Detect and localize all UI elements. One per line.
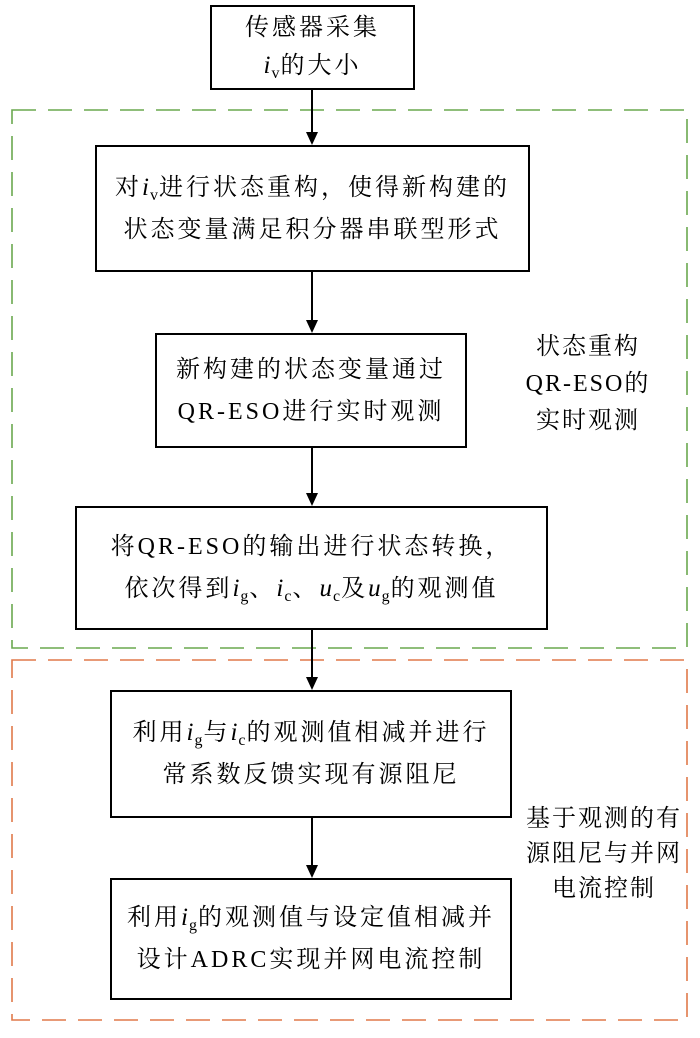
variable-subscript: g bbox=[240, 588, 250, 605]
group-label-line: QR-ESO的 bbox=[525, 371, 651, 397]
variable-subscript: g bbox=[188, 917, 198, 934]
step2-line2 bbox=[124, 209, 502, 251]
variable-symbol: i bbox=[263, 52, 272, 79]
step1-line1 bbox=[245, 10, 380, 47]
variable-symbol: i bbox=[232, 575, 241, 602]
variable-symbol: i bbox=[142, 173, 150, 201]
group-label-line: 源阻尼与并网 bbox=[526, 841, 682, 867]
text-segment: 、 bbox=[249, 576, 277, 602]
text-segment: 状态变量满足积分器串联型形式 bbox=[123, 216, 502, 243]
text-segment: 与 bbox=[203, 720, 231, 746]
arrow-step2-to-step3 bbox=[306, 272, 318, 333]
variable-subscript: v bbox=[271, 65, 281, 82]
group-label-line: 状态重构 bbox=[536, 334, 640, 360]
step-active-damping bbox=[110, 690, 512, 818]
step-state-reconstruction bbox=[95, 145, 530, 272]
step5-line1 bbox=[132, 712, 489, 754]
variable-subscript: c bbox=[284, 588, 293, 605]
text-segment: 新构建的状态变量通过 bbox=[176, 356, 446, 383]
step1-line2 bbox=[264, 47, 362, 85]
group-label-line: 电流控制 bbox=[552, 876, 656, 902]
text-segment: 利用 bbox=[127, 905, 182, 931]
step-grid-current-control bbox=[110, 878, 512, 1000]
step3-line1 bbox=[176, 349, 446, 391]
variable-subscript: g bbox=[381, 588, 391, 605]
variable-symbol: i bbox=[186, 719, 195, 746]
text-segment: 常系数反馈实现有源阻尼 bbox=[162, 762, 460, 788]
step4-line1 bbox=[111, 526, 513, 568]
variable-subscript: c bbox=[332, 588, 342, 605]
text-segment: 对 bbox=[115, 174, 143, 201]
text-segment: 设计ADRC实现并网电流控制 bbox=[136, 947, 486, 973]
arrowhead bbox=[306, 320, 318, 333]
text-segment: 、 bbox=[292, 576, 320, 602]
text-segment: 的观测值相减并进行 bbox=[246, 720, 490, 746]
variable-symbol: u bbox=[368, 575, 382, 602]
text-segment: 将QR-ESO的输出进行状态转换， bbox=[110, 534, 513, 560]
text-segment: 的观测值 bbox=[390, 576, 499, 602]
text-segment: 依次得到 bbox=[124, 576, 233, 602]
step-sensor-acquisition bbox=[210, 5, 415, 90]
group-label-state-reconstruction bbox=[518, 329, 658, 440]
arrow-step3-to-step4 bbox=[306, 448, 318, 506]
text-segment: QR-ESO进行实时观测 bbox=[177, 398, 445, 425]
arrowhead bbox=[306, 677, 318, 690]
text-segment: 及 bbox=[341, 576, 369, 602]
arrow-step1-to-step2 bbox=[306, 90, 318, 145]
text-segment: 进行状态重构，使得新构建的 bbox=[158, 174, 510, 201]
text-segment: 的大小 bbox=[280, 53, 362, 79]
step-qr-eso-observation bbox=[155, 333, 467, 448]
group-label-line: 基于观测的有 bbox=[526, 806, 682, 832]
variable-subscript: v bbox=[149, 186, 159, 204]
text-segment: 传感器采集 bbox=[245, 15, 380, 41]
step6-line2 bbox=[137, 939, 486, 981]
variable-symbol: i bbox=[230, 719, 239, 746]
group-label-active-damping-current-control bbox=[522, 802, 686, 907]
variable-subscript: g bbox=[194, 732, 204, 749]
step4-line2 bbox=[124, 568, 498, 610]
variable-subscript: c bbox=[238, 732, 247, 749]
step6-line1 bbox=[127, 897, 495, 939]
variable-symbol: i bbox=[181, 904, 189, 931]
arrowhead bbox=[306, 493, 318, 506]
step-state-conversion bbox=[75, 506, 548, 630]
variable-symbol: i bbox=[276, 575, 285, 602]
arrowhead bbox=[306, 865, 318, 878]
step5-line2 bbox=[163, 754, 460, 796]
text-segment: 的观测值与设定值相减并 bbox=[197, 905, 495, 931]
arrow-step5-to-step6 bbox=[306, 818, 318, 878]
variable-symbol: u bbox=[319, 575, 333, 602]
step3-line2 bbox=[178, 391, 445, 433]
group-label-line: 实时观测 bbox=[536, 408, 640, 434]
arrowhead bbox=[306, 132, 318, 145]
text-segment: 利用 bbox=[132, 720, 187, 746]
step2-line1 bbox=[115, 167, 510, 209]
